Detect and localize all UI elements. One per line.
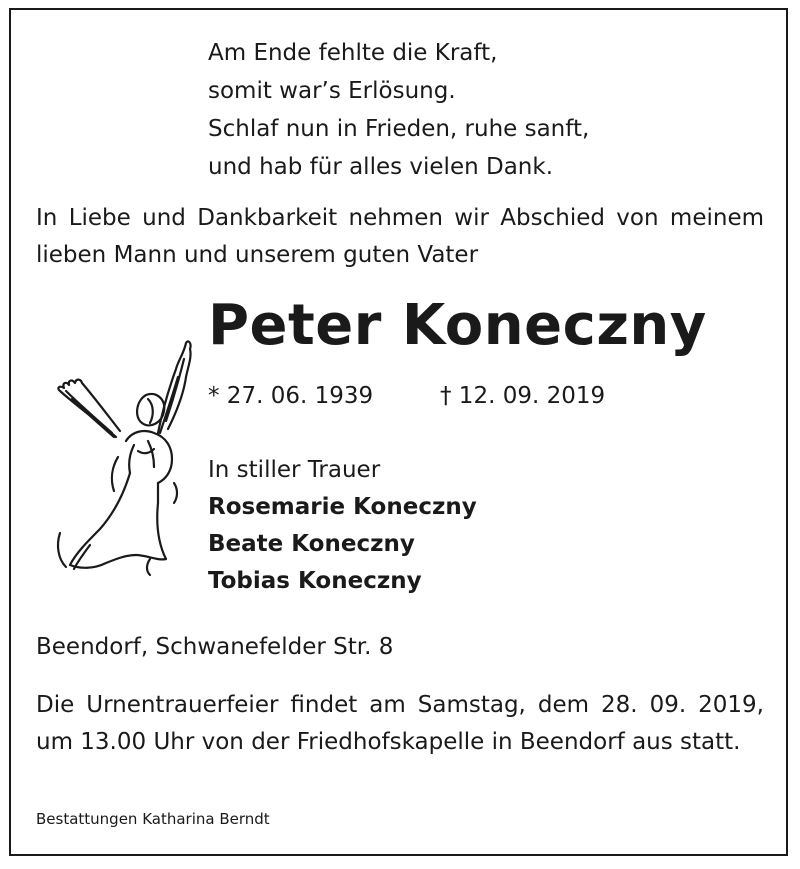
address: Beendorf, Schwanefelder Str. 8 <box>36 634 394 660</box>
mourner-name: Tobias Koneczny <box>208 568 422 594</box>
birth-date: * 27. 06. 1939 <box>208 383 374 409</box>
mourner-name: Beate Koneczny <box>208 531 415 557</box>
funeral-home: Bestattungen Katharina Berndt <box>36 810 270 828</box>
life-dates <box>208 378 606 414</box>
farewell-text: In Liebe und Dankbarkeit nehmen wir Abschied von meinem lieben Mann und unserem guten Vater <box>36 205 764 268</box>
poem <box>208 34 589 186</box>
mourners-block <box>208 452 477 600</box>
poem-line: Am Ende fehlte die Kraft, <box>208 40 498 66</box>
angel-icon <box>54 333 194 578</box>
mourner-name: Rosemarie Koneczny <box>208 494 477 520</box>
mourners-intro: In stiller Trauer <box>208 457 381 483</box>
death-date: † 12. 09. 2019 <box>440 383 606 409</box>
deceased-name: Peter Koneczny <box>208 293 707 358</box>
poem-line: Schlaf nun in Frieden, ruhe sanft, <box>208 116 590 142</box>
poem-line: somit war’s Erlösung. <box>208 78 456 104</box>
ceremony-info: Die Urnentrauerfeier findet am Samstag, dem 28. 09. 2019, um 13.00 Uhr von der Friedhofskapelle in Beendorf aus statt. <box>36 692 764 755</box>
poem-line: und hab für alles vielen Dank. <box>208 154 553 180</box>
